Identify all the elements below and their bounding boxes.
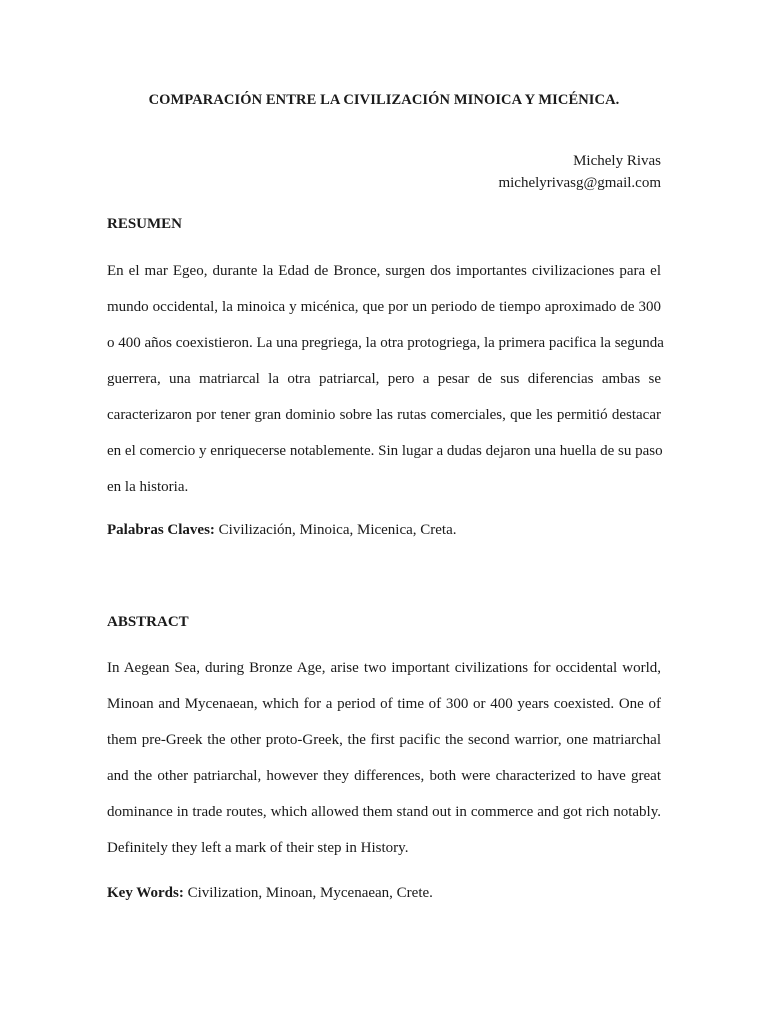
keywords-label: Key Words: (107, 885, 184, 901)
keywords-label: Palabras Claves: (107, 522, 215, 538)
abstract-line: In Aegean Sea, during Bronze Age, arise two important civilizations for occidental world, (107, 660, 661, 676)
resumen-paragraph (107, 253, 664, 505)
abstract-line: Definitely they left a mark of their step in History. (107, 840, 409, 856)
abstract-keywords (107, 885, 433, 902)
abstract-line: and the other patriarchal, however they differences, both were characterized to have great (107, 768, 661, 784)
resumen-line: guerrera, una matriarcal la otra patriarcal, pero a pesar de sus diferencias ambas se (107, 371, 661, 387)
keywords-text: Civilización, Minoica, Micenica, Creta. (214, 522, 457, 538)
author-block (498, 150, 661, 194)
abstract-heading: ABSTRACT (107, 614, 189, 630)
abstract-paragraph (107, 650, 661, 866)
resumen-line: en la historia. (107, 479, 189, 495)
resumen-heading: RESUMEN (107, 216, 183, 232)
resumen-line: En el mar Egeo, durante la Edad de Bronce, surgen dos importantes civilizaciones para el (107, 263, 661, 279)
resumen-line: o 400 años coexistieron. La una pregriega, la otra protogriega, la primera pacifica la segunda (107, 335, 664, 351)
resumen-line: mundo occidental, la minoica y micénica, que por un periodo de tiempo aproximado de 300 (107, 299, 661, 315)
author-email: michelyrivasg@gmail.com (498, 175, 661, 191)
paper-title: COMPARACIÓN ENTRE LA CIVILIZACIÓN MINOICA Y MICÉNICA. (148, 92, 620, 108)
resumen-line: caracterizaron por tener gran dominio sobre las rutas comerciales, que les permitió destacar (107, 407, 661, 423)
abstract-line: dominance in trade routes, which allowed them stand out in commerce and got rich notably. (107, 804, 661, 820)
abstract-line: them pre-Greek the other proto-Greek, the first pacific the second warrior, one matriarchal (107, 732, 661, 748)
keywords-text: Civilization, Minoan, Mycenaean, Crete. (183, 885, 433, 901)
author-name: Michely Rivas (573, 153, 661, 169)
abstract-line: Minoan and Mycenaean, which for a period of time of 300 or 400 years coexisted. One of (107, 696, 661, 712)
resumen-keywords (107, 522, 457, 539)
resumen-line: en el comercio y enriquecerse notablemente. Sin lugar a dudas dejaron una huella de su paso (107, 443, 663, 459)
